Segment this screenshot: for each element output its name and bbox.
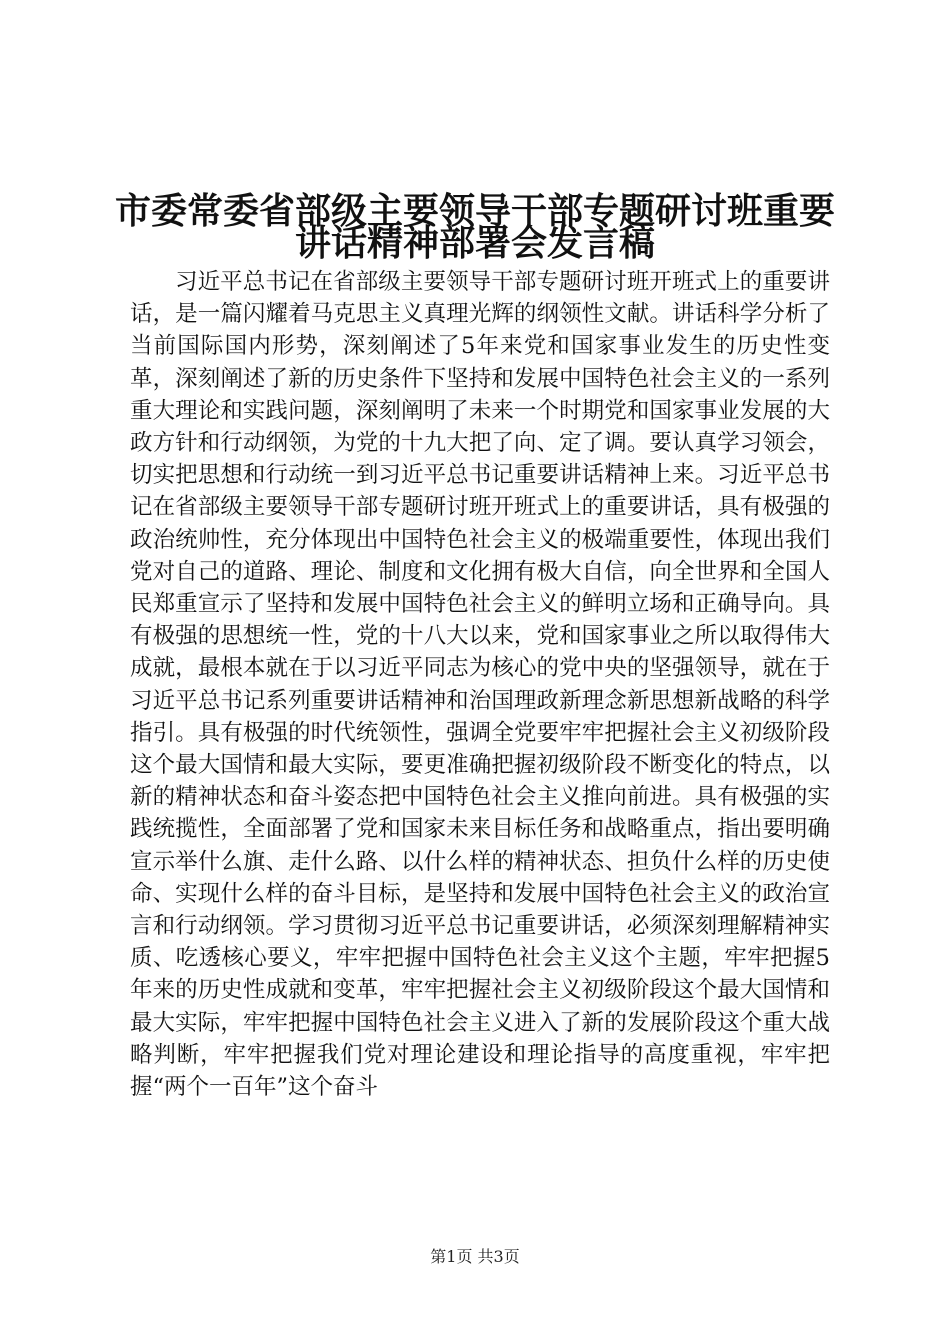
document-body-paragraph: 习近平总书记在省部级主要领导干部专题研讨班开班式上的重要讲话，是一篇闪耀着马克思主义真理光辉的纲领性文献。讲话科学分析了当前国际国内形势，深刻阐述了5年来党和国家事业发生的历史性变革，深刻阐述了新的历史条件下坚持和发展中国特色社会主义的一系列重大理论和实践问题，深刻阐明了未来一个时期党和国家事业发展的大政方针和行动纲领，为党的十九大把了向、定了调。要认真学习领会，切实把思想和行动统一到习近平总书记重要讲话精神上来。习近平总书记在省部级主要领导干部专题研讨班开班式上的重要讲话，具有极强的政治统帅性，充分体现出中国特色社会主义的极端重要性，体现出我们党对自己的道路、理论、制度和文化拥有极大自信，向全世界和全国人民郑重宣示了坚持和发展中国特色社会主义的鲜明立场和正确导向。具有极强的思想统一性，党的十八大以来，党和国家事业之所以取得伟大成就，最根本就在于以习近平同志为核心的党中央的坚强领导，就在于习近平总书记系列重要讲话精神和治国理政新理念新思想新战略的科学指引。具有极强的时代统领性，强调全党要牢牢把握社会主义初级阶段这个最大国情和最大实际，要更准确把握初级阶段不断变化的特点，以新的精神状态和奋斗姿态把中国特色社会主义推向前进。具有极强的实践统揽性，全面部署了党和国家未来目标任务和战略重点，指出要明确宣示举什么旗、走什么路、以什么样的精神状态、担负什么样的历史使命、实现什么样的奋斗目标，是坚持和发展中国特色社会主义的政治宣言和行动纲领。学习贯彻习近平总书记重要讲话，必须深刻理解精神实质、吃透核心要义，牢牢把握中国特色社会主义这个主题，牢牢把握5年来的历史性成就和变革，牢牢把握社会主义初级阶段这个最大国情和最大实际，牢牢把握中国特色社会主义进入了新的发展阶段这个重大战略判断，牢牢把握我们党对理论建设和理论指导的高度重视，牢牢把握“两个一百年”这个奋斗: [130, 269, 830, 1101]
document-title-line-2: 讲话精神部署会发言稿: [294, 222, 655, 264]
document-title-line-1: 市委常委省部级主要领导干部专题研讨班重要: [114, 190, 835, 232]
page-footer: 第1页 共3页: [430, 1247, 520, 1266]
